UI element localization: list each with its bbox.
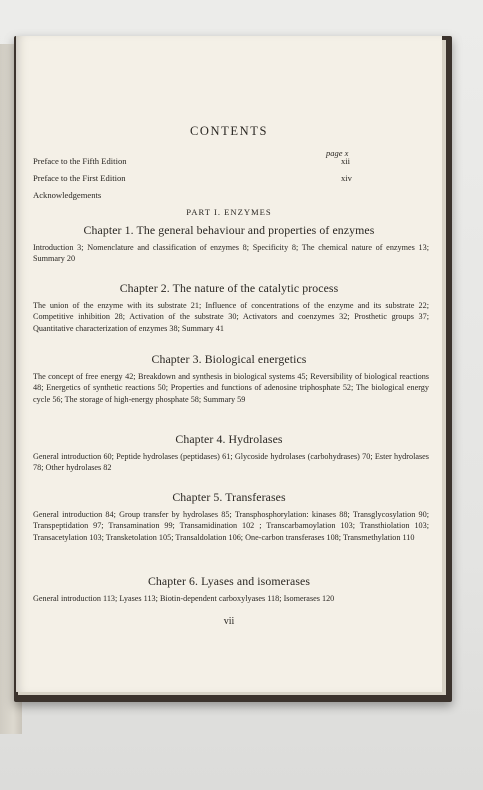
chapter-title: Chapter 1. The general behaviour and properties of enzymes (83, 223, 375, 237)
page-number: vii (223, 616, 235, 627)
chapter-entries: General introduction 84; Group transfer by hydrolases 85; Transphosphorylation: kinases 88; Transglycosylation 90; Transpeptidation 97; Transamination 99; Transamidination 102 ; Transcarbamoylation 103; Transthiolation 103; Transacetylation 103; Transketolation 105; Transaldolation 106; One-carbon transferases 108; Transmethylation 110 (33, 510, 429, 542)
front-matter-row (33, 156, 353, 166)
front-matter-row (33, 190, 353, 200)
contents-heading: CONTENTS (189, 124, 269, 138)
front-matter-label: Acknowledgements (33, 190, 102, 200)
front-matter-page: xii (341, 156, 351, 166)
part-title: PART I. ENZYMES (186, 207, 272, 217)
chapter-entries: General introduction 113; Lyases 113; Biotin-dependent carboxylyases 118; Isomerases 120 (33, 594, 335, 603)
front-matter-label: Preface to the First Edition (33, 173, 126, 183)
chapter-title: Chapter 2. The nature of the catalytic process (119, 281, 339, 295)
chapter-title: Chapter 5. Transferases (172, 490, 286, 504)
front-matter-page: xiv (341, 173, 352, 183)
chapter-entries: Introduction 3; Nomenclature and classification of enzymes 8; Specificity 8; The chemical nature of enzymes 13; Summary 20 (33, 243, 429, 264)
front-matter-label: Preface to the Fifth Edition (33, 156, 127, 166)
front-matter-row (33, 173, 353, 183)
chapter-title: Chapter 4. Hydrolases (175, 432, 283, 446)
contents-page (16, 36, 442, 692)
page-column-label: page x (326, 148, 349, 158)
chapter-title: Chapter 3. Biological energetics (151, 352, 307, 366)
chapter-title: Chapter 6. Lyases and isomerases (147, 574, 311, 588)
chapter-entries: The union of the enzyme with its substrate 21; Influence of concentrations of the enzyme and its substrate 22; Competitive inhibition 28; Activation of the substrate 30; Activators and coenzymes 32; Prosthetic groups 37; Quantitative characterization of enzymes 38; Summary 41 (33, 301, 429, 333)
chapter-entries: The concept of free energy 42; Breakdown and synthesis in biological systems 45; Reversibility of biological reactions 48; Energetics of synthetic reactions 50; Properties and functions of adenosine triphosphate 52; The biological energy cycle 56; The storage of high-energy phosphate 58; Summary 59 (33, 372, 429, 404)
chapter-entries: General introduction 60; Peptide hydrolases (peptidases) 61; Glycoside hydrolases (carbohydrases) 70; Ester hydrolases 78; Other hydrolases 82 (33, 452, 429, 473)
